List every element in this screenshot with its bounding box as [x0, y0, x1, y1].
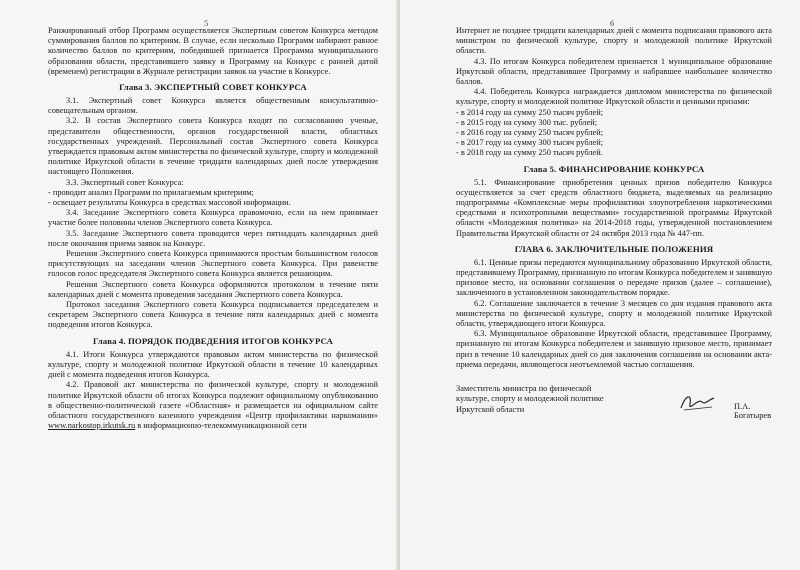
page-number: 6 — [610, 18, 615, 28]
paragraph-3-5-signing: Протокол заседания Экспертного совета Конкурса подписывается председателем и секретарем Экспертного совета Конкурса в течение пяти календарных дней с момента подведения итогов Конкурса. — [48, 300, 378, 330]
paragraph-6-3: 6.3. Муниципальное образование Иркутской области, представившее Программу, признанную по итогам Конкурса победителем и занявшую призовое место, принимает приз в течение 10 календарных дней со дня заключения соглашения на основании акта-приема передачи, являющегося неотъемлемой частью соглашения. — [456, 329, 772, 369]
list-item: - в 2018 году на сумму 250 тысяч рублей. — [456, 148, 603, 158]
paragraph-3-5-protocol: Решения Экспертного совета Конкурса оформляются протоколом в течение пяти календарных дней с момента проведения заседания Экспертного совета Конкурса. — [48, 279, 378, 299]
list-item: - освещает результаты Конкурса в средствах массовой информации. — [48, 198, 291, 208]
paragraph-4-4: 4.4. Победитель Конкурса награждается дипломом министерства по физической культуре, спорту и молодежной политике Иркутской области и ценными призами: — [456, 87, 772, 107]
list-item: - в 2016 году на сумму 250 тысяч рублей; — [456, 128, 604, 138]
page-number: 5 — [204, 18, 209, 28]
chapter-5-heading: Глава 5. ФИНАНСИРОВАНИЕ КОНКУРСА — [523, 163, 705, 174]
paragraph-3-1: 3.1. Экспертный совет Конкурса является общественным консультативно-совещательным органом. — [48, 96, 378, 116]
paragraph-4-2-end: в информационно-телекоммуникационной сети — [135, 421, 307, 431]
paragraph-3-4: 3.4. Заседание Экспертного совета Конкурса правомочно, если на нем принимает участие более половины членов Экспертного совета Конкурса. — [48, 208, 378, 228]
handwritten-signature — [678, 390, 718, 414]
signatory-position: Заместитель министра по физической культуре, спорту и молодежной политике Иркутской области — [456, 384, 604, 414]
signatory-name: П.А. Богатырев — [734, 402, 772, 421]
council-duties-list — [48, 188, 378, 208]
list-item: - проводит анализ Программ по прилагаемым критериям; — [48, 187, 254, 197]
list-item: - в 2015 году на сумму 300 тыс. рублей; — [456, 117, 598, 127]
chapter-6-heading: ГЛАВА 6. ЗАКЛЮЧИТЕЛЬНЫЕ ПОЛОЖЕНИЯ — [514, 243, 714, 254]
paragraph-intro: Ранжированный отбор Программ осуществляется Экспертным советом Конкурса методом суммирования баллов по критериям. В случае, если несколько Программ набирают равное количество баллов по критериям, победившей признается Программа муниципального образования области, представившего заявку и Программу на Конкурс с ранней датой (временем) регистрации в Журнале регистрации заявок на участие в Конкурсе. — [48, 26, 378, 76]
page-right — [400, 0, 800, 570]
paragraph-3-3: 3.3. Экспертный совет Конкурса: — [66, 177, 184, 187]
chapter-4-heading: Глава 4. ПОРЯДОК ПОДВЕДЕНИЯ ИТОГОВ КОНКУРСА — [93, 335, 333, 346]
paragraph-6-2: 6.2. Соглашение заключается в течение 3 месяцев со дня издания правового акта министерства по физической культуре, спорту и молодежной политике Иркутской области, утверждающего итоги Конкурса. — [456, 298, 772, 329]
paragraph-3-5-decisions: Решения Экспертного совета Конкурса принимаются простым большинством голосов присутствующих на заседании членов Экспертного совета Конкурса. При равенстве голосов голос председателя Экспертного совета Конкурса является решающим. — [48, 249, 378, 279]
paragraph-4-2-text: 4.2. Правовой акт министерства по физической культуре, спорту и молодежной политике Иркутской области об итогах Конкурса подлежит официальному опубликованию в общественно-политической газете «Областная» и размещается на официальном сайте областного государственного казенного учреждения «Центр профилактики наркомании» — [48, 380, 378, 420]
paragraph-4-2 — [48, 380, 378, 431]
chapter-3-heading: Глава 3. ЭКСПЕРТНЫЙ СОВЕТ КОНКУРСА — [119, 82, 307, 93]
paragraph-4-1: 4.1. Итоги Конкурса утверждаются правовым актом министерства по физической культуре, спорту и молодежной политике Иркутской области в течение 10 календарных дней с момента подведения итогов Конкурса. — [48, 349, 378, 380]
list-item: - в 2017 году на сумму 300 тысяч рублей; — [456, 138, 604, 148]
paragraph-3-5: 3.5. Заседание Экспертного совета проводится через пятнадцать календарных дней после окончания приема заявок на Конкурс. — [48, 228, 378, 248]
paragraph-4-3: 4.3. По итогам Конкурса победителем признается 1 муниципальное образование Иркутской области, представившее Программу и набравшее наибольшее количество баллов. — [456, 56, 772, 87]
list-item: - в 2014 году на сумму 250 тысяч рублей; — [456, 107, 604, 117]
paragraph-6-1: 6.1. Ценные призы передаются муниципальному образованию Иркутской области, представившему Программу, признанную по итогам Конкурса победителем и занявшую призовое место, на основании соглашения о передаче призов (далее – соглашение), заключенного в установленном законодательством порядке. — [456, 257, 772, 298]
prize-list — [456, 108, 772, 159]
paragraph-3-2: 3.2. В состав Экспертного совета Конкурса входят по согласованию ученые, представители общественности, органов государственной власти, областных государственных учреждений. Персональный состав Экспертного совета Конкурса утверждается правовым актом министерства по физической культуре, спорту и молодежной политике Иркутской области в течение тридцати календарных дней после утверждения настоящего Положения. — [48, 116, 378, 177]
signature-block — [456, 384, 772, 421]
paragraph-5-1: 5.1. Финансирование приобретения ценных призов победителю Конкурса осуществляется за счет средств областного бюджета, выделяемых на реализацию подпрограммы «Комплексные меры профилактики злоупотребления наркотическими средствами и психотропными веществами» государственной программы Иркутской области «Молодежная политика» на 2014-2018 годы, утвержденной постановлением Правительства Иркутской области от 24 октября 2013 года № 447-пп. — [456, 177, 772, 238]
paragraph-continuation: Интернет не позднее тридцати календарных дней с момента подписания правового акта министром по физической культуре, спорту и молодежной политике Иркутской области. — [456, 26, 772, 56]
website-link[interactable]: www.narkostop.irkutsk.ru — [48, 421, 136, 431]
